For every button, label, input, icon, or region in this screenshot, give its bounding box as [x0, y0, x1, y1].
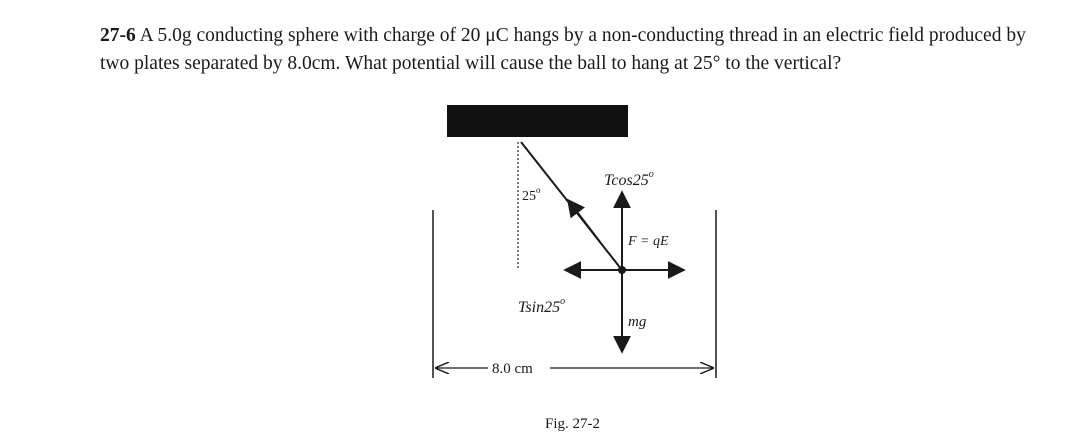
figure-caption: Fig. 27-2 — [545, 416, 601, 432]
separation-label: 8.0 cm — [492, 361, 533, 377]
tension-arrow — [568, 200, 600, 242]
electric-force-label: F = qE — [628, 234, 669, 249]
sphere — [618, 266, 626, 274]
tsin-label: Tsin25$^o$ — [518, 296, 566, 316]
tcos-label: Tcos25$^o$ — [604, 169, 654, 189]
problem-number: 27-6 — [100, 25, 136, 46]
angle-label: 25$^o$ — [522, 185, 541, 204]
ceiling-bar — [447, 105, 628, 137]
weight-label: mg — [628, 314, 647, 330]
problem-text: A 5.0g conducting sphere with charge of 20 μC hangs by a non-conducting thread in an electric field produced by two plates separated by 8.0cm. What potential will cause the ball to hang at 25° to the vertical? — [100, 25, 1026, 74]
